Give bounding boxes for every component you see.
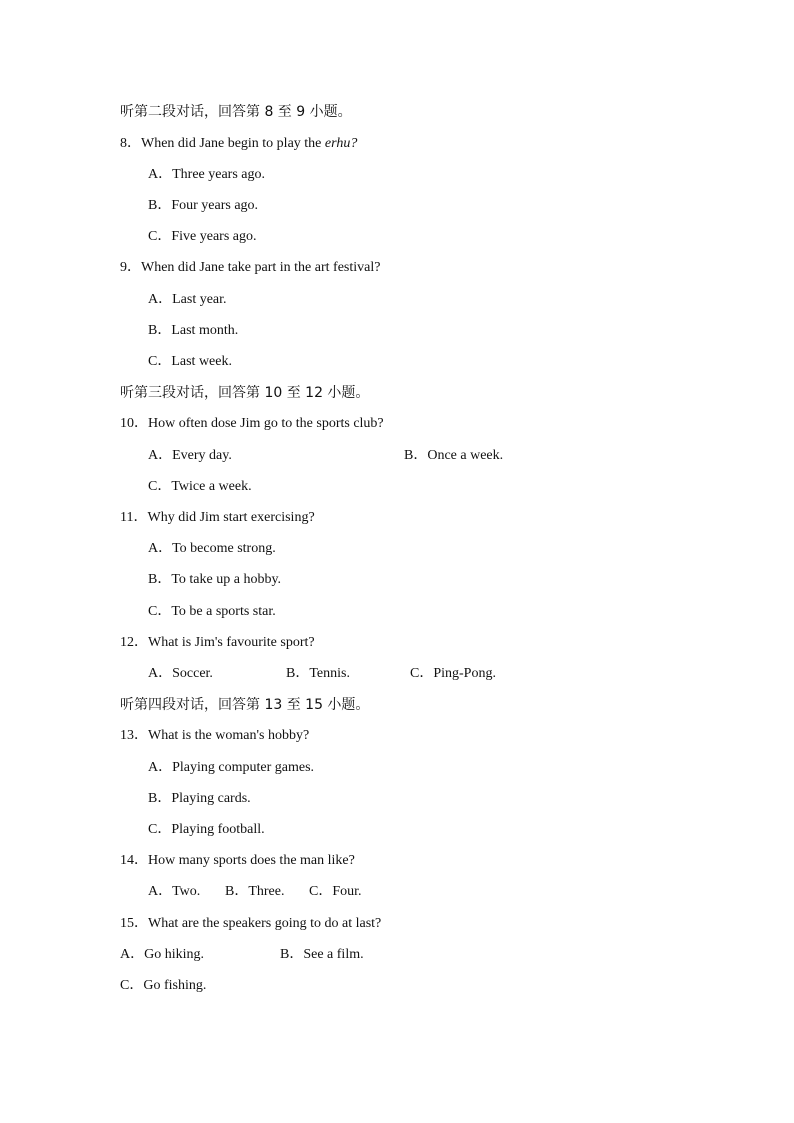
question-14-option-b: B．Three. (225, 884, 285, 899)
question-14-option-c: C．Four. (309, 884, 362, 899)
question-11-stem: 11．Why did Jim start exercising? (120, 510, 315, 525)
question-15-stem: 15．What are the speakers going to do at last? (120, 916, 382, 931)
question-9-option-b: B．Last month. (148, 323, 239, 338)
question-12-option-c: C．Ping-Pong. (410, 666, 496, 681)
question-8-option-b: B．Four years ago. (148, 198, 259, 213)
question-13-option-c: C．Playing football. (148, 822, 265, 837)
question-8-option-c: C．Five years ago. (148, 229, 257, 244)
question-14-stem: 14．How many sports does the man like? (120, 853, 355, 868)
question-12-stem: 12．What is Jim's favourite sport? (120, 635, 315, 650)
question-8-text: 8．When did Jane begin to play the (120, 136, 325, 151)
question-13-stem: 13．What is the woman's hobby? (120, 728, 310, 743)
question-12-option-a: A．Soccer. (148, 666, 213, 681)
section-2-instruction: 听第二段对话，回答第 8 至 9 小题。 (120, 104, 352, 120)
question-9-stem: 9．When did Jane take part in the art festival? (120, 260, 381, 275)
question-15-option-a: A．Go hiking. (120, 947, 204, 962)
question-10-option-c: C．Twice a week. (148, 479, 252, 494)
question-10-option-a: A．Every day. (148, 448, 232, 463)
question-15-option-b: B．See a film. (280, 947, 364, 962)
question-8-option-a: A．Three years ago. (148, 167, 266, 182)
question-13-option-a: A．Playing computer games. (148, 760, 315, 775)
question-10-option-b: B．Once a week. (404, 448, 504, 463)
question-8-stem (120, 135, 357, 153)
question-11-option-b: B．To take up a hobby. (148, 572, 282, 587)
question-15-option-c: C．Go fishing. (120, 978, 207, 993)
question-8-italic-term: erhu? (324, 136, 358, 151)
question-12-option-b: B．Tennis. (286, 666, 350, 681)
question-13-option-b: B．Playing cards. (148, 791, 251, 806)
question-9-option-a: A．Last year. (148, 292, 227, 307)
section-4-instruction: 听第四段对话，回答第 13 至 15 小题。 (120, 697, 370, 713)
question-9-option-c: C．Last week. (148, 354, 232, 369)
question-11-option-a: A．To become strong. (148, 541, 276, 556)
question-14-option-a: A．Two. (148, 884, 201, 899)
question-11-option-c: C．To be a sports star. (148, 604, 276, 619)
section-3-instruction: 听第三段对话，回答第 10 至 12 小题。 (120, 385, 370, 401)
question-10-stem: 10．How often dose Jim go to the sports club? (120, 416, 384, 431)
